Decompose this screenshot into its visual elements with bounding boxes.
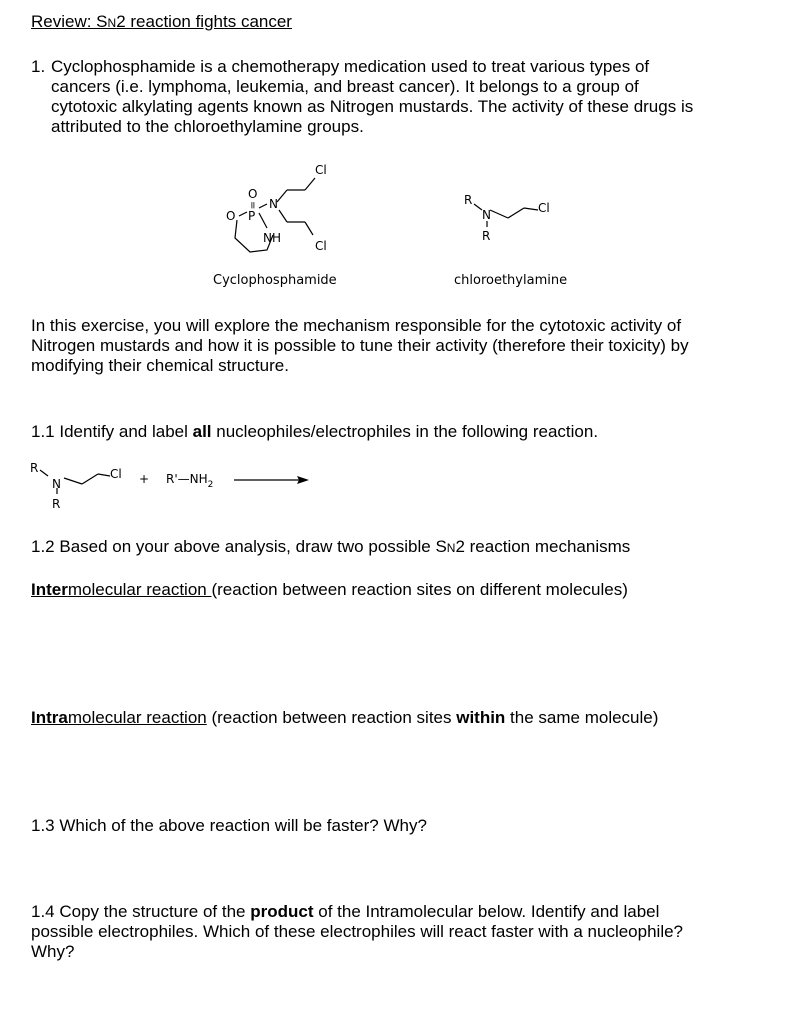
intramolecular-heading: Intramolecular reaction (reaction between reaction sites within the same molecule) bbox=[31, 708, 659, 727]
p-atom: P bbox=[248, 209, 256, 223]
r-top: R bbox=[30, 461, 39, 475]
r-bottom: R bbox=[52, 497, 61, 511]
chloroethylamine-caption: chloroethylamine bbox=[454, 273, 568, 288]
q13-text: 1.3 Which of the above reaction will be faster? Why? bbox=[31, 816, 427, 835]
page-title: Review: SN2 reaction fights cancer bbox=[31, 12, 292, 31]
n-atom: N bbox=[482, 208, 491, 222]
cl-atom: Cl bbox=[110, 467, 122, 481]
double-bond: = bbox=[247, 201, 258, 210]
cl-top: Cl bbox=[315, 163, 327, 177]
nh-atom: NH bbox=[263, 231, 281, 245]
o-top: O bbox=[248, 187, 258, 201]
cl-bottom: Cl bbox=[315, 239, 327, 253]
o-ring: O bbox=[226, 209, 236, 223]
q1-number: 1. bbox=[31, 57, 46, 76]
reaction-scheme bbox=[26, 456, 326, 516]
q11-text: 1.1 Identify and label all nucleophiles/electrophiles in the following reaction. bbox=[31, 422, 599, 441]
cyclophosphamide-structure bbox=[215, 160, 355, 260]
r-top: R bbox=[464, 193, 473, 207]
r-bottom: R bbox=[482, 229, 491, 243]
cyclophosphamide-caption: Cyclophosphamide bbox=[213, 273, 337, 288]
chloroethylamine-structure bbox=[460, 190, 560, 250]
n-atom: N bbox=[52, 477, 61, 491]
q1-text: Cyclophosphamide is a chemotherapy medication used to treat various types of cancers (i.e. lymphoma, leukemia, and breast cancer). It belongs to a group of cytotoxic alkylating agents known as Nitrogen mustards. The activity of these drugs is attributed to the chloroethylamine groups. bbox=[51, 57, 694, 136]
amine: $R'—NH_2$ bbox=[166, 472, 214, 490]
n-atom: N bbox=[269, 197, 278, 211]
intermolecular-heading: Intermolecular reaction (reaction between reaction sites on different molecules) bbox=[31, 580, 628, 599]
q12-text: 1.2 Based on your above analysis, draw two possible SN2 reaction mechanisms bbox=[31, 537, 631, 556]
cl-atom: Cl bbox=[538, 201, 550, 215]
q14-text: 1.4 Copy the structure of the product of the Intramolecular below. Identify and label possible electrophiles. Which of these electrophiles will react faster with a nucleophile? Why? bbox=[31, 902, 684, 961]
plus-sign: + bbox=[139, 472, 150, 486]
intro-paragraph: In this exercise, you will explore the mechanism responsible for the cytotoxic activity of Nitrogen mustards and how it is possible to tune their activity (therefore their toxicity) by modifying their chemical structure. bbox=[31, 316, 689, 375]
